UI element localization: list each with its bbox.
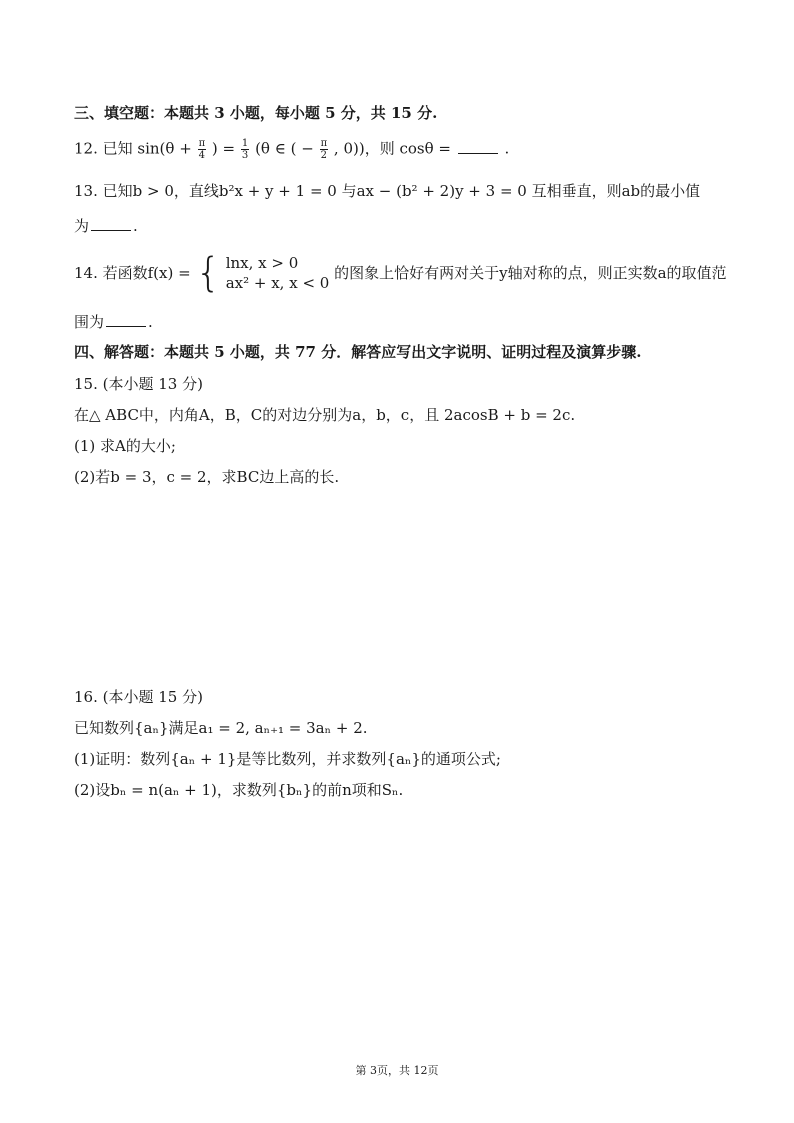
q15-part2: (2)若b = 3，c = 2，求BC边上高的长. (74, 468, 340, 486)
question-14 (74, 250, 727, 297)
q16-part1: (1)证明：数列{aₙ + 1}是等比数列，并求数列{aₙ}的通项公式; (74, 750, 501, 768)
q14-line2-end: . (148, 313, 153, 331)
q12-frac1-numerator: π (198, 138, 206, 149)
q12-frac2-denominator: 3 (241, 150, 249, 161)
q12-answer-blank[interactable] (458, 139, 498, 154)
q16-part2: (2)设bₙ = n(aₙ + 1)，求数列{bₙ}的前n项和Sₙ. (74, 781, 404, 799)
q12-frac3-denominator: 2 (320, 150, 328, 161)
q12-fraction-pi-over-2 (320, 138, 329, 161)
q15-part1: (1) 求A的大小; (74, 437, 176, 455)
q14-prefix: 14. 若函数f(x) = (74, 264, 191, 282)
q13-line1: 13. 已知b > 0，直线b²x + y + 1 = 0 与ax − (b² + 2)y + 3 = 0 互相垂直，则ab的最小值 (74, 182, 701, 200)
q12-equals: ) = (211, 139, 236, 158)
q12-prefix: 12. 已知 sin(θ + (74, 139, 192, 158)
q12-condition-b: , 0))，则 cosθ = (333, 139, 451, 158)
section4-heading: 四、解答题：本题共 5 小题，共 77 分．解答应写出文字说明、证明过程及演算步骤. (74, 343, 642, 361)
q15-stem: 在△ ABC中，内角A，B，C的对边分别为a，b，c，且 2acosB + b = 2c. (74, 406, 576, 424)
q14-line2-prefix: 围为 (74, 313, 105, 331)
q12-fraction-pi-over-4 (198, 138, 207, 161)
q12-frac2-numerator: 1 (241, 138, 249, 149)
q14-case-2: ax² + x, x < 0 (225, 274, 330, 292)
section3-heading: 三、填空题：本题共 3 小题，每小题 5 分，共 15 分. (74, 104, 438, 122)
q14-piecewise-cases (226, 253, 330, 293)
q16-title: 16. (本小题 15 分) (74, 688, 203, 706)
q12-condition-a: (θ ∈ ( − (255, 139, 314, 158)
q12-frac3-numerator: π (320, 138, 328, 149)
question-12 (74, 138, 509, 161)
q15-title: 15. (本小题 13 分) (74, 375, 203, 393)
q14-answer-blank[interactable] (106, 312, 146, 327)
q12-end: . (504, 139, 510, 158)
q12-frac1-denominator: 4 (198, 150, 206, 161)
q13-line2-prefix: 为 (74, 217, 90, 235)
q13-answer-blank[interactable] (91, 216, 131, 231)
page-footer: 第 3页，共 12页 (355, 1064, 439, 1077)
question-14-line2 (74, 312, 153, 332)
left-brace-icon: { (195, 250, 221, 296)
q16-stem: 已知数列{aₙ}满足a₁ = 2, aₙ₊₁ = 3aₙ + 2. (74, 719, 368, 737)
q13-line2-end: . (133, 217, 138, 235)
q12-fraction-one-third (241, 138, 249, 161)
question-13-line2 (74, 216, 138, 236)
q14-suffix: 的图象上恰好有两对关于y轴对称的点，则正实数a的取值范 (334, 264, 727, 282)
q14-case-1: lnx, x > 0 (225, 254, 299, 272)
